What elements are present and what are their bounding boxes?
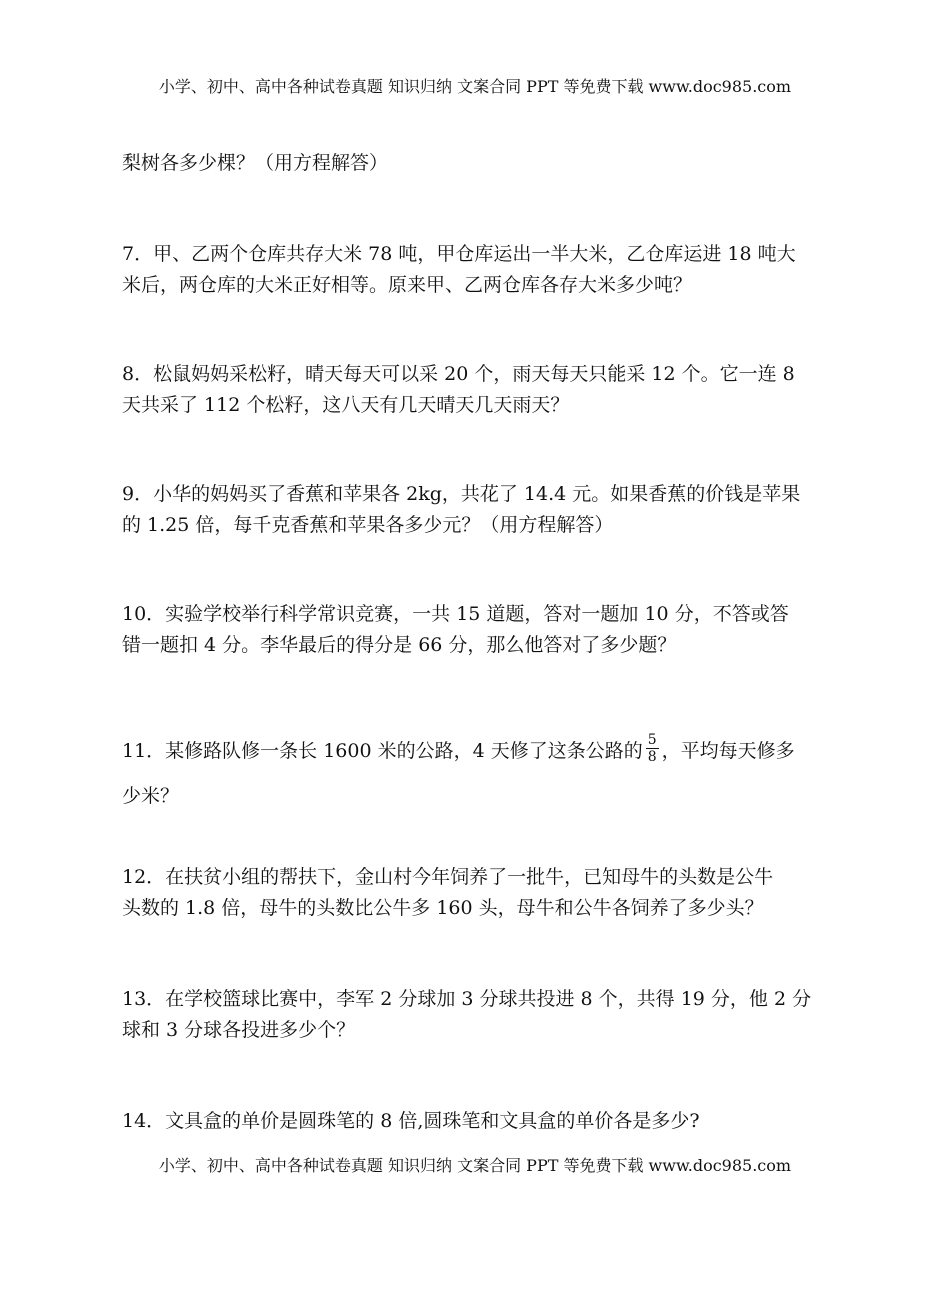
page-header: 小学、初中、高中各种试卷真题 知识归纳 文案合同 PPT 等免费下载 www.doc985.com: [158, 77, 792, 96]
problem-11-line-2: 少米？: [122, 785, 180, 807]
problem-7-line-2: 米后，两仓库的大米正好相等。原来甲、乙两仓库各存大米多少吨？: [122, 274, 693, 296]
problem-11: [122, 726, 834, 816]
problem-13: [122, 984, 834, 1046]
problem-10-line-2: 错一题扣 4 分。李华最后的得分是 66 分，那么他答对了多少题？: [122, 634, 677, 656]
problem-9-line-1: 9．小华的妈妈买了香蕉和苹果各 2kg，共花了 14.4 元。如果香蕉的价钱是苹果: [122, 483, 801, 505]
problem-13-line-1: 13．在学校篮球比赛中，李军 2 分球加 3 分球共投进 8 个，共得 19 分，他 2 分: [122, 988, 812, 1010]
problem-12-line-1: 12．在扶贫小组的帮扶下，金山村今年饲养了一批牛，已知母牛的头数是公牛: [122, 866, 774, 888]
page-footer: 小学、初中、高中各种试卷真题 知识归纳 文案合同 PPT 等免费下载 www.doc985.com: [158, 1156, 792, 1175]
problem-11-line-1: [122, 726, 834, 776]
problem-14: [122, 1106, 834, 1137]
problem-10: [122, 599, 834, 661]
problem-11-text-before: 11．某修路队修一条长 1600 米的公路，4 天修了这条公路的: [122, 740, 643, 762]
problem-8-line-1: 8．松鼠妈妈采松籽，晴天每天可以采 20 个，雨天每天只能采 12 个。它一连 8: [122, 363, 795, 385]
problem-8: [122, 359, 834, 421]
problem-9-line-2: 的 1.25 倍，每千克香蕉和苹果各多少元？（用方程解答）: [122, 514, 614, 536]
problem-11-text-after: ，平均每天修多: [661, 740, 795, 762]
fraction-denominator: 8: [647, 748, 657, 765]
problem-14-line-1: 14．文具盒的单价是圆珠笔的 8 倍,圆珠笔和文具盒的单价各是多少?: [122, 1110, 700, 1132]
problem-12-line-2: 头数的 1.8 倍，母牛的头数比公牛多 160 头，母牛和公牛各饲养了多少头？: [122, 897, 764, 919]
problem-13-line-2: 球和 3 分球各投进多少个？: [122, 1019, 356, 1041]
problem-10-line-1: 10．实验学校举行科学常识竞赛，一共 15 道题，答对一题加 10 分，不答或答: [122, 603, 789, 625]
continuation-line: 梨树各多少棵？（用方程解答）: [122, 152, 389, 174]
problem-9: [122, 479, 834, 541]
fraction: [646, 732, 659, 765]
continuation-text: [122, 148, 834, 179]
problem-8-line-2: 天共采了 112 个松籽，这八天有几天晴天几天雨天？: [122, 394, 570, 416]
problem-7-line-1: 7．甲、乙两个仓库共存大米 78 吨，甲仓库运出一半大米，乙仓库运进 18 吨大: [122, 243, 796, 265]
problem-12: [122, 862, 834, 924]
problem-7: [122, 239, 834, 301]
fraction-numerator: 5: [647, 731, 657, 748]
